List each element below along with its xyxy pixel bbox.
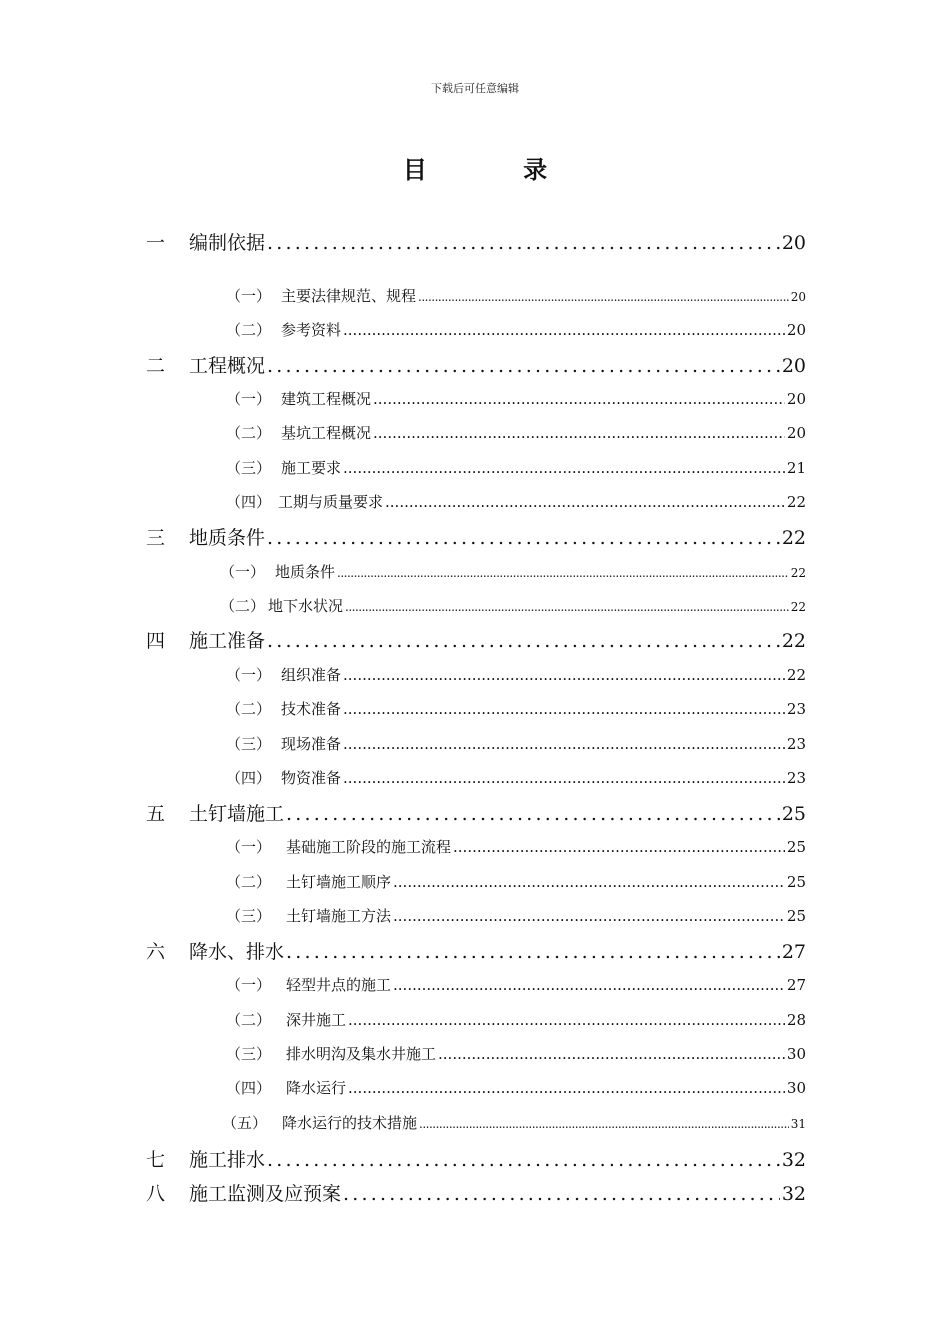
toc-entry-number: 四 xyxy=(146,630,166,652)
toc-entry-page: 22 xyxy=(790,566,806,580)
toc-section-entry[interactable] xyxy=(226,1043,806,1069)
toc-chapter-entry[interactable] xyxy=(146,228,806,258)
toc-leader-dots xyxy=(267,630,780,652)
toc-entry-page: 20 xyxy=(790,290,806,304)
toc-entry-title: 施工监测及应预案 xyxy=(189,1183,342,1205)
toc-section-entry[interactable] xyxy=(226,491,806,517)
toc-entry-page: 21 xyxy=(786,459,806,477)
toc-leader-dots xyxy=(343,769,785,787)
toc-leader-dots xyxy=(337,566,789,580)
toc-section-entry[interactable] xyxy=(226,457,806,483)
toc-entry-number: （一） xyxy=(226,838,272,856)
toc-entry-page: 22 xyxy=(786,493,806,511)
toc-entry-title: 地质条件 xyxy=(275,563,336,581)
toc-entry-title: 编制依据 xyxy=(189,232,266,254)
toc-entry-title: 降水运行 xyxy=(286,1079,347,1097)
toc-entry-page: 32 xyxy=(781,1149,806,1171)
toc-entry-page: 22 xyxy=(786,666,806,684)
toc-section-entry[interactable] xyxy=(220,595,806,621)
toc-chapter-entry[interactable] xyxy=(146,1179,806,1209)
toc-entry-title: 降水运行的技术措施 xyxy=(282,1114,418,1132)
toc-leader-dots xyxy=(348,1079,785,1097)
toc-entry-page: 31 xyxy=(790,1117,806,1131)
toc-entry-title: 施工准备 xyxy=(189,630,266,652)
toc-entry-number: （一） xyxy=(226,390,272,408)
toc-entry-number: 八 xyxy=(146,1183,166,1205)
toc-leader-dots xyxy=(373,424,785,442)
toc-entry-title: 轻型井点的施工 xyxy=(286,976,392,994)
toc-leader-dots xyxy=(267,527,780,549)
toc-entry-number: （一） xyxy=(226,976,272,994)
toc-entry-title: 排水明沟及集水井施工 xyxy=(286,1045,437,1063)
toc-entry-title: 参考资料 xyxy=(281,321,342,339)
toc-entry-number: （四） xyxy=(226,493,272,511)
toc-entry-title: 物资准备 xyxy=(281,769,342,787)
toc-chapter-entry[interactable] xyxy=(146,626,806,656)
toc-entry-number: （五） xyxy=(222,1114,268,1132)
toc-leader-dots xyxy=(393,976,785,994)
toc-chapter-entry[interactable] xyxy=(146,351,806,381)
toc-entry-page: 20 xyxy=(786,424,806,442)
toc-chapter-entry[interactable] xyxy=(146,799,806,829)
toc-entry-title: 地下水状况 xyxy=(268,597,344,615)
toc-section-entry[interactable] xyxy=(226,422,806,448)
toc-entry-page: 23 xyxy=(786,700,806,718)
toc-leader-dots xyxy=(373,390,785,408)
toc-section-entry[interactable] xyxy=(226,974,806,1000)
toc-section-entry[interactable] xyxy=(226,905,806,931)
toc-leader-dots xyxy=(286,941,780,963)
toc-entry-title: 深井施工 xyxy=(286,1011,347,1029)
toc-section-entry[interactable] xyxy=(226,767,806,793)
toc-leader-dots xyxy=(267,232,780,254)
toc-entry-number: （三） xyxy=(226,907,272,925)
toc-entry-number: （二） xyxy=(226,700,272,718)
toc-entry-number: （二） xyxy=(226,873,272,891)
toc-entry-title: 土钉墙施工方法 xyxy=(286,907,392,925)
toc-entry-title: 主要法律规范、规程 xyxy=(281,287,417,305)
toc-entry-title: 土钉墙施工顺序 xyxy=(286,873,392,891)
toc-section-entry[interactable] xyxy=(226,698,806,724)
toc-section-entry[interactable] xyxy=(226,388,806,414)
toc-leader-dots xyxy=(393,873,785,891)
toc-leader-dots xyxy=(343,666,785,684)
toc-entry-page: 23 xyxy=(786,735,806,753)
toc-entry-page: 22 xyxy=(781,527,806,549)
header-note: 下载后可任意编辑 xyxy=(431,82,519,95)
toc-entry-number: （二） xyxy=(226,321,272,339)
toc-entry-page: 23 xyxy=(786,769,806,787)
toc-entry-page: 32 xyxy=(781,1183,806,1205)
toc-entry-number: （四） xyxy=(226,1079,272,1097)
toc-section-entry[interactable] xyxy=(226,1009,806,1035)
toc-entry-page: 20 xyxy=(786,390,806,408)
toc-entry-title: 工程概况 xyxy=(189,355,266,377)
toc-entry-number: 二 xyxy=(146,355,166,377)
toc-entry-number: 一 xyxy=(146,232,166,254)
toc-chapter-entry[interactable] xyxy=(146,1145,806,1175)
toc-leader-dots xyxy=(418,290,789,304)
toc-entry-title: 技术准备 xyxy=(281,700,342,718)
toc-entry-page: 22 xyxy=(790,600,806,614)
toc-entry-page: 27 xyxy=(781,941,806,963)
toc-entry-number: （一） xyxy=(226,287,272,305)
toc-leader-dots xyxy=(348,1011,785,1029)
toc-entry-page: 30 xyxy=(786,1079,806,1097)
toc-entry-title: 土钉墙施工 xyxy=(189,803,285,825)
toc-entry-number: （二） xyxy=(226,424,272,442)
toc-entry-title: 地质条件 xyxy=(189,527,266,549)
toc-leader-dots xyxy=(345,600,789,614)
toc-leader-dots xyxy=(393,907,785,925)
toc-entry-page: 28 xyxy=(786,1011,806,1029)
toc-leader-dots xyxy=(343,735,785,753)
toc-entry-title: 建筑工程概况 xyxy=(281,390,372,408)
toc-entry-number: 六 xyxy=(146,941,166,963)
toc-entry-title: 组织准备 xyxy=(281,666,342,684)
toc-section-entry[interactable] xyxy=(226,285,806,311)
toc-entry-number: （一） xyxy=(220,563,266,581)
toc-entry-page: 25 xyxy=(786,907,806,925)
toc-chapter-entry[interactable] xyxy=(146,937,806,967)
toc-entry-page: 22 xyxy=(781,630,806,652)
toc-entry-title: 工期与质量要求 xyxy=(278,493,384,511)
toc-entry-number: 七 xyxy=(146,1149,166,1171)
toc-entry-number: （三） xyxy=(226,459,272,477)
toc-entry-title: 降水、排水 xyxy=(189,941,285,963)
toc-leader-dots xyxy=(438,1045,785,1063)
toc-leader-dots xyxy=(343,700,785,718)
toc-entry-number: （二） xyxy=(226,1011,272,1029)
toc-leader-dots xyxy=(267,355,780,377)
toc-entry-number: 三 xyxy=(146,527,166,549)
toc-section-entry[interactable] xyxy=(226,871,806,897)
toc-leader-dots xyxy=(343,321,785,339)
toc-section-entry[interactable] xyxy=(226,664,806,690)
toc-entry-title: 施工排水 xyxy=(189,1149,266,1171)
toc-entry-title: 基础施工阶段的施工流程 xyxy=(286,838,452,856)
toc-entry-page: 27 xyxy=(786,976,806,994)
toc-section-entry[interactable] xyxy=(226,733,806,759)
toc-entry-page: 20 xyxy=(781,355,806,377)
toc-leader-dots xyxy=(385,493,785,511)
toc-leader-dots xyxy=(453,838,785,856)
toc-section-entry[interactable] xyxy=(226,319,806,345)
toc-section-entry[interactable] xyxy=(226,1077,806,1103)
toc-leader-dots xyxy=(286,803,780,825)
toc-leader-dots xyxy=(343,1183,780,1205)
toc-entry-page: 25 xyxy=(786,838,806,856)
toc-leader-dots xyxy=(343,459,785,477)
toc-entry-number: （三） xyxy=(226,1045,272,1063)
page-title: 目 录 xyxy=(402,156,592,184)
toc-chapter-entry[interactable] xyxy=(146,523,806,553)
toc-section-entry[interactable] xyxy=(222,1112,806,1138)
toc-leader-dots xyxy=(419,1117,789,1131)
toc-entry-page: 25 xyxy=(786,873,806,891)
toc-entry-title: 现场准备 xyxy=(281,735,342,753)
toc-section-entry[interactable] xyxy=(226,836,806,862)
toc-entry-number: （四） xyxy=(226,769,272,787)
toc-entry-number: （一） xyxy=(226,666,272,684)
toc-entry-title: 基坑工程概况 xyxy=(281,424,372,442)
toc-entry-page: 25 xyxy=(781,803,806,825)
toc-entry-number: （三） xyxy=(226,735,272,753)
toc-entry-page: 20 xyxy=(786,321,806,339)
toc-entry-number: 五 xyxy=(146,803,166,825)
toc-entry-title: 施工要求 xyxy=(281,459,342,477)
toc-entry-number: （二） xyxy=(220,597,266,615)
toc-leader-dots xyxy=(267,1149,780,1171)
toc-entry-page: 20 xyxy=(781,232,806,254)
toc-section-entry[interactable] xyxy=(220,561,806,587)
toc-entry-page: 30 xyxy=(786,1045,806,1063)
